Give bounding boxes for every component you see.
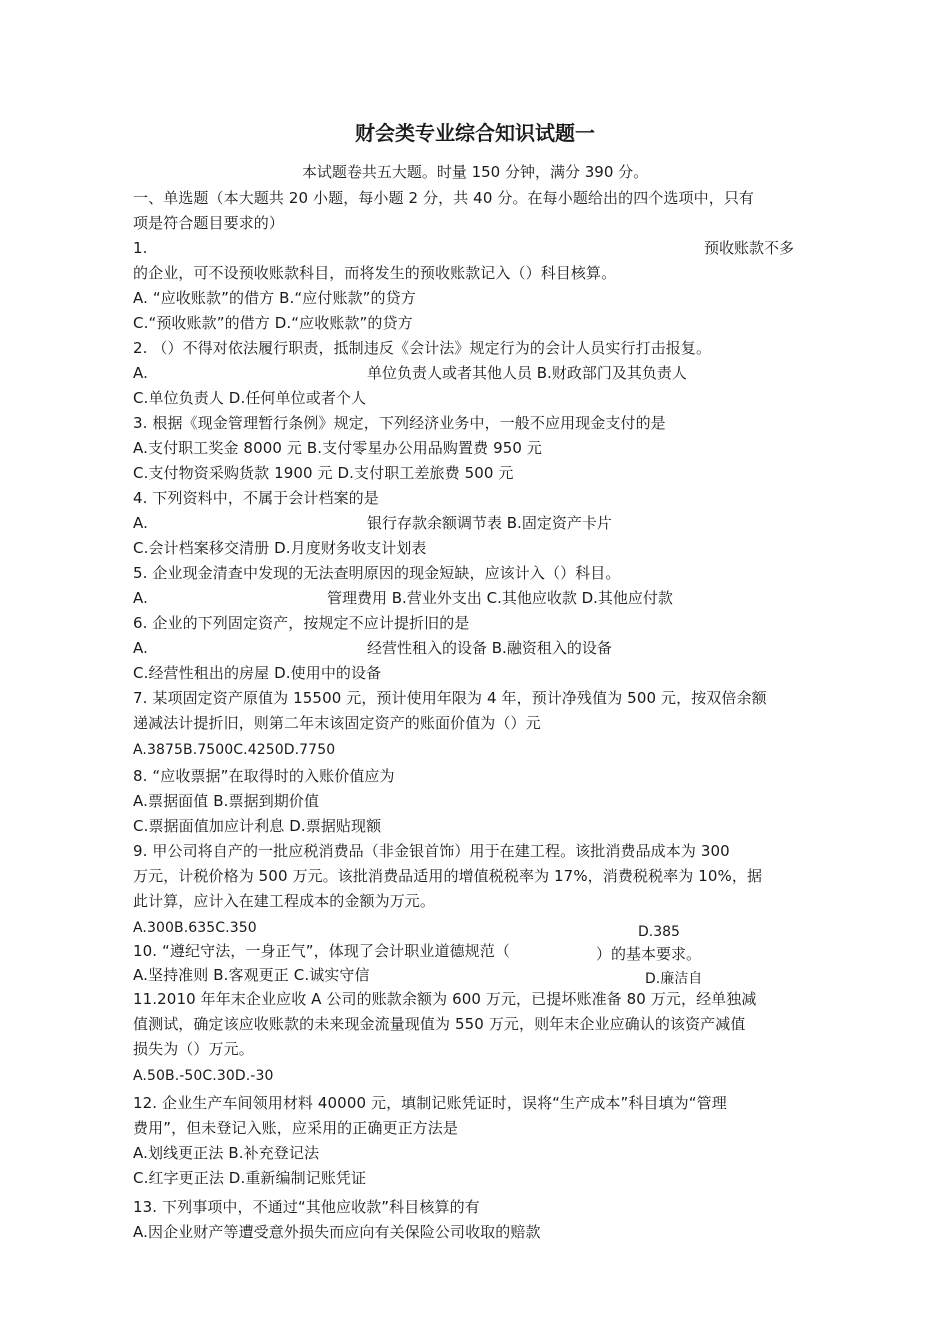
q13-option-a: A.因企业财产等遭受意外损失而应向有关保险公司收取的赔款 [133,1223,541,1241]
q8-options-cd: C.票据面值加应计利息 D.票据贴现额 [133,817,382,835]
q6-options-cd: C.经营性租出的房屋 D.使用中的设备 [133,664,382,682]
q8-options-ab: A.票据面值 B.票据到期价值 [133,792,320,810]
q5-option-a-label: A. [133,589,148,607]
q1-stem-right: 预收账款不多 [704,239,795,257]
q1-options-cd: C.“预收账款”的借方 D.“应收账款”的贷方 [133,314,413,332]
q12-stem: 12. 企业生产车间领用材料 40000 元，填制记账凭证时，误将“生产成本”科目填为“管理 [133,1094,727,1112]
q4-option-a-label: A. [133,514,148,532]
q9-option-d: D.385 [638,924,680,940]
q10-stem-end: ）的基本要求。 [596,945,702,963]
q9-stem-cont2: 此计算，应计入在建工程成本的金额为万元。 [133,892,436,910]
q10-option-d: D.廉洁自 [645,971,703,985]
q7-options: A.3875B.7500C.4250D.7750 [133,742,336,758]
q13-stem: 13. 下列事项中，不通过“其他应收款”科目核算的有 [133,1198,480,1216]
q2-options-cd: C.单位负责人 D.任何单位或者个人 [133,389,367,407]
q4-stem: 4. 下列资料中，不属于会计档案的是 [133,489,379,507]
q1-number: 1. [133,239,148,257]
q6-option-a-label: A. [133,639,148,657]
q5-options: 管理费用 B.营业外支出 C.其他应收款 D.其他应付款 [327,589,673,607]
section-heading: 一、单选题（本大题共 20 小题，每小题 2 分，共 40 分。在每小题给出的四个选项中，只有 [133,189,755,207]
q4-options-cd: C.会计档案移交清册 D.月度财务收支计划表 [133,539,427,557]
q3-stem: 3. 根据《现金管理暂行条例》规定，下列经济业务中，一般不应用现金支付的是 [133,414,666,432]
q2-options-ab: 单位负责人或者其他人员 B.财政部门及其负责人 [367,364,687,382]
q9-options-abc: A.300B.635C.350 [133,920,257,936]
q7-stem-cont: 递减法计提折旧，则第二年末该固定资产的账面价值为（）元 [133,714,541,732]
q9-stem: 9. 甲公司将自产的一批应税消费品（非金银首饰）用于在建工程。该批消费品成本为 300 [133,842,730,860]
q11-stem-cont2: 损失为（）万元。 [133,1040,254,1058]
q9-stem-cont1: 万元，计税价格为 500 万元。该批消费品适用的增值税税率为 17%，消费税税率为 10%，据 [133,867,763,885]
q1-options-ab: A. “应收账款”的借方 B.“应付账款”的贷方 [133,289,416,307]
q2-stem: 2. （）不得对依法履行职责，抵制违反《会计法》规定行为的会计人员实行打击报复。 [133,339,712,357]
q5-stem: 5. 企业现金清查中发现的无法查明原因的现金短缺，应该计入（）科目。 [133,564,621,582]
q3-options-ab: A.支付职工奖金 8000 元 B.支付零星办公用品购置费 950 元 [133,439,542,457]
q8-stem: 8. “应收票据”在取得时的入账价值应为 [133,767,395,785]
q4-options-ab: 银行存款余额调节表 B.固定资产卡片 [367,514,612,532]
q12-options-cd: C.红字更正法 D.重新编制记账凭证 [133,1169,367,1187]
q12-stem-cont: 费用”，但未登记入账，应采用的正确更正方法是 [133,1119,458,1137]
exam-info: 本试题卷共五大题。时量 150 分钟，满分 390 分。 [301,163,649,181]
q11-options: A.50B.-50C.30D.-30 [133,1068,274,1084]
q10-options-abc: A.坚持准则 B.客观更正 C.诚实守信 [133,966,370,984]
q10-stem: 10. “遵纪守法，一身正气”，体现了会计职业道德规范（ [133,942,510,960]
q1-stem-cont: 的企业，可不设预收账款科目，而将发生的预收账款记入（）科目核算。 [133,264,617,282]
q11-stem-cont1: 值测试，确定该应收账款的未来现金流量现值为 550 万元，则年末企业应确认的该资产减值 [133,1015,746,1033]
q2-option-a-label: A. [133,364,148,382]
q12-options-ab: A.划线更正法 B.补充登记法 [133,1144,320,1162]
page-title: 财会类专业综合知识试题一 [355,121,595,145]
q6-options-ab: 经营性租入的设备 B.融资租入的设备 [367,639,612,657]
q6-stem: 6. 企业的下列固定资产，按规定不应计提折旧的是 [133,614,470,632]
q11-stem: 11.2010 年年末企业应收 A 公司的账款余额为 600 万元，已提坏账准备 80 万元，经单独减 [133,990,757,1008]
q7-stem: 7. 某项固定资产原值为 15500 元，预计使用年限为 4 年，预计净残值为 500 元，按双倍余额 [133,689,767,707]
section-heading-cont: 项是符合题目要求的） [133,214,285,232]
q3-options-cd: C.支付物资采购货款 1900 元 D.支付职工差旅费 500 元 [133,464,514,482]
